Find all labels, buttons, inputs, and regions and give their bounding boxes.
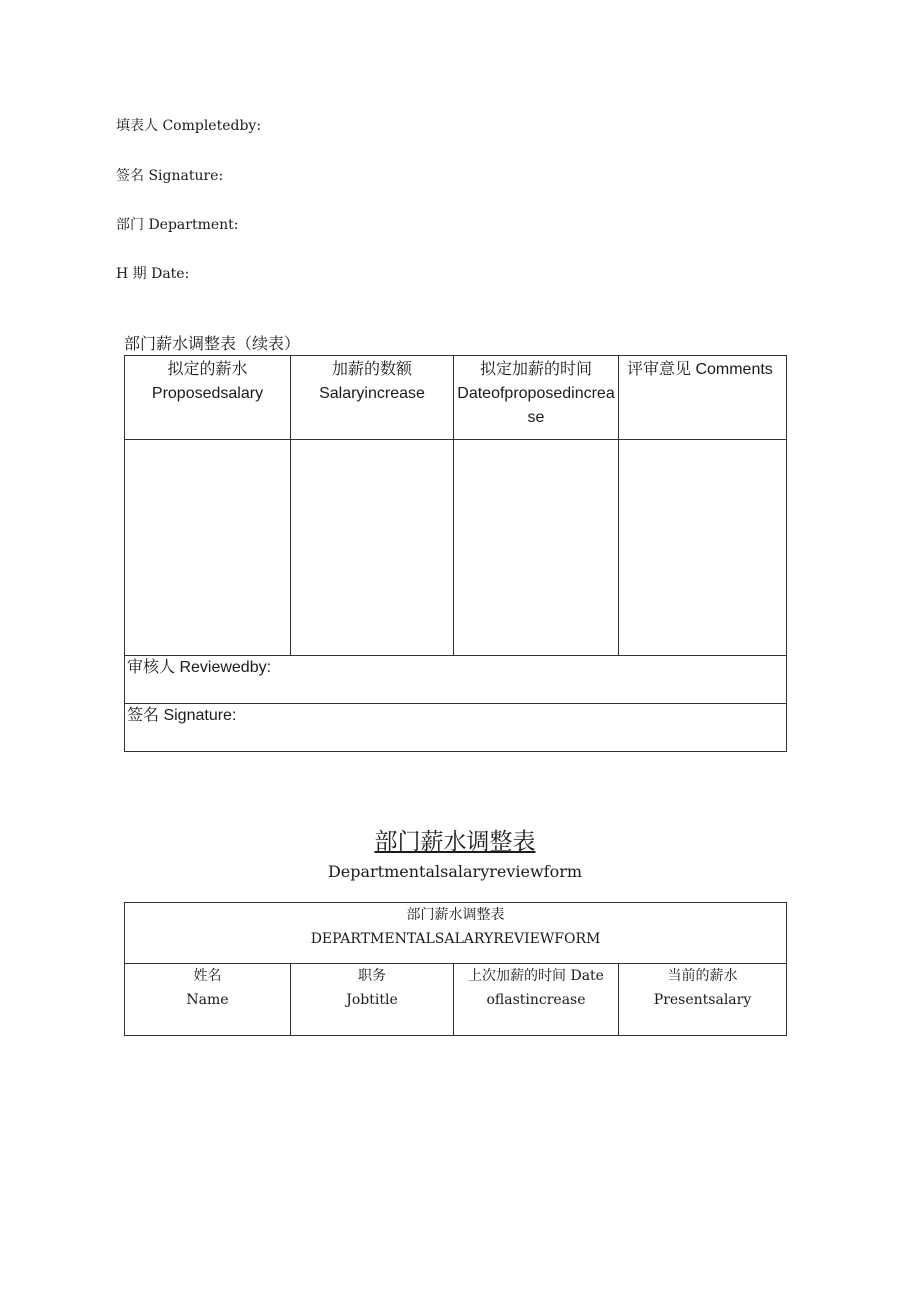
review-table-title-cn: 部门薪水调整表 xyxy=(406,907,505,923)
continued-table-caption: 部门薪水调整表（续表） xyxy=(124,334,301,353)
review-table-title-en: DEPARTMENTALSALARYREVIEWFORM xyxy=(310,931,601,947)
salary-adjustment-continued-table xyxy=(124,355,787,752)
job-title-header-cn: 职务 xyxy=(358,968,386,984)
last-increase-date-header xyxy=(454,964,619,1036)
last-increase-date-header-en: oflastincrease xyxy=(486,992,586,1008)
salary-increase-header-en: Salaryincrease xyxy=(319,385,425,402)
review-table-title-row xyxy=(125,903,787,964)
form-title-cn: 部门薪水调整表 xyxy=(374,829,536,855)
job-title-header xyxy=(291,964,454,1036)
proposed-salary-cell[interactable] xyxy=(125,440,291,656)
salary-increase-header xyxy=(291,356,454,440)
last-increase-date-header-cn: 上次加薪的时间 Date xyxy=(468,968,604,984)
proposed-salary-header xyxy=(125,356,291,440)
salary-increase-cell[interactable] xyxy=(291,440,454,656)
name-header xyxy=(125,964,291,1036)
reviewed-by-label: 审核人 Reviewedby: xyxy=(125,656,787,704)
present-salary-header-en: Presentsalary xyxy=(653,992,752,1008)
proposed-increase-date-cell[interactable] xyxy=(454,440,619,656)
review-table-title xyxy=(125,903,787,964)
salary-increase-header-cn: 加薪的数额 xyxy=(331,361,412,378)
comments-header: 评审意见 Comments xyxy=(619,356,787,440)
table-entry-row xyxy=(125,440,787,656)
proposed-increase-date-header-cn: 拟定加薪的时间 xyxy=(479,361,592,378)
reviewed-by-row xyxy=(125,656,787,704)
date-label: H 期 Date: xyxy=(116,266,190,282)
department-label: 部门 Department: xyxy=(116,217,239,233)
signature-label: 签名 Signature: xyxy=(116,168,224,184)
name-header-cn: 姓名 xyxy=(193,968,222,984)
proposed-increase-date-header xyxy=(454,356,619,440)
proposed-salary-header-en: Proposedsalary xyxy=(151,385,264,402)
comments-cell[interactable] xyxy=(619,440,787,656)
completed-by-label: 填表人 Completedby: xyxy=(116,118,262,134)
proposed-increase-date-header-en: Dateofproposedincrease xyxy=(457,385,615,426)
review-table-header-row xyxy=(125,964,787,1036)
present-salary-header xyxy=(619,964,787,1036)
signature-row xyxy=(125,704,787,752)
table-signature-label: 签名 Signature: xyxy=(125,704,787,752)
proposed-salary-header-cn: 拟定的薪水 xyxy=(167,361,248,378)
job-title-header-en: Jobtitle xyxy=(346,992,398,1008)
name-header-en: Name xyxy=(186,992,229,1008)
form-title-en: Departmentalsalaryreviewform xyxy=(327,862,583,881)
salary-review-table xyxy=(124,902,787,1036)
present-salary-header-cn: 当前的薪水 xyxy=(667,968,738,984)
table-header-row xyxy=(125,356,787,440)
